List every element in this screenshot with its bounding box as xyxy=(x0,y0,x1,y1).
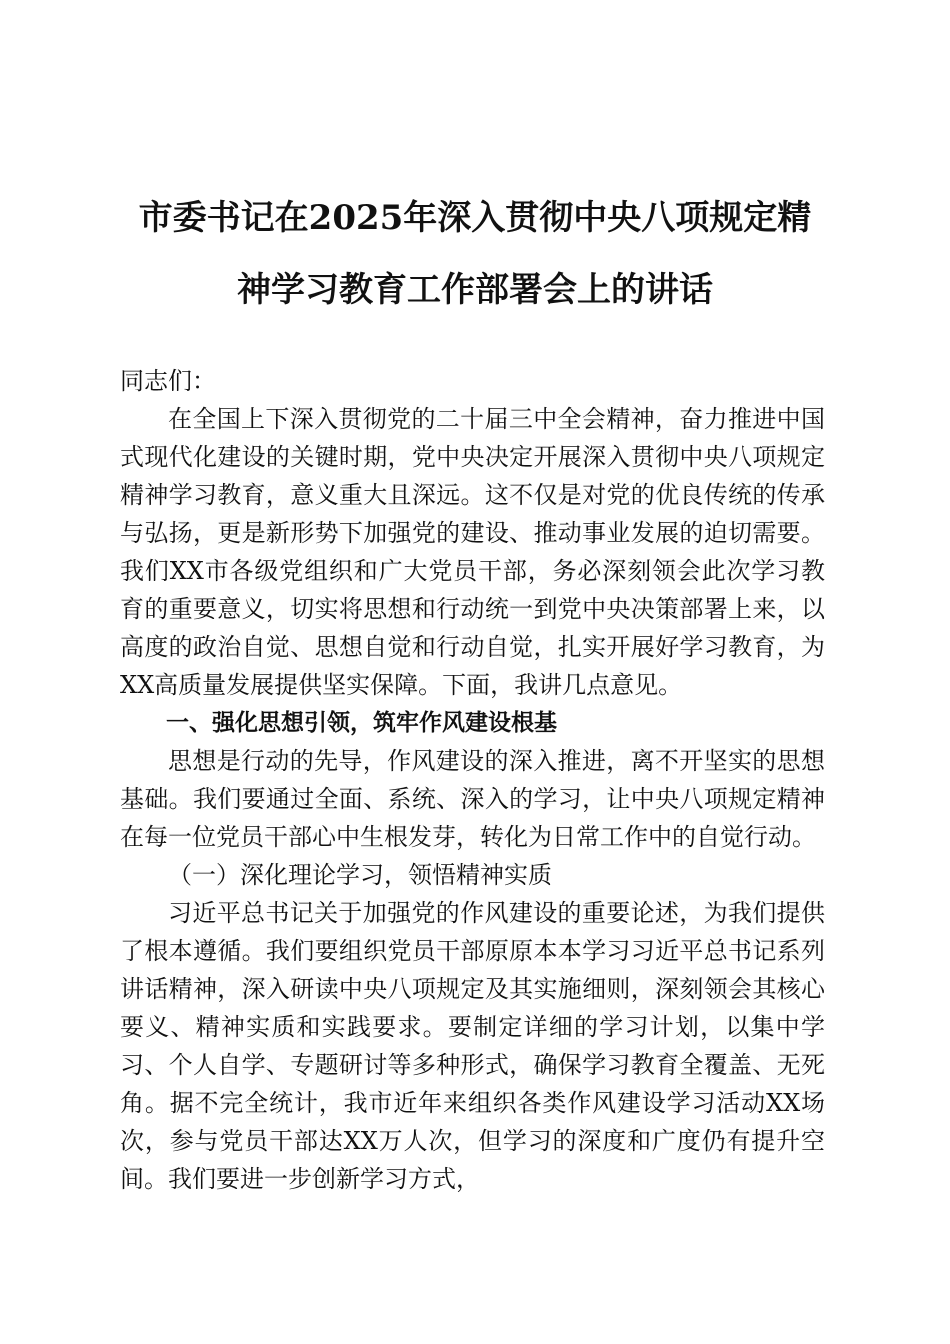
document-title-line-1: 市委书记在2025年深入贯彻中央八项规定精 xyxy=(138,198,812,238)
document-title-line-2: 神学习教育工作部署会上的讲话 xyxy=(237,270,713,310)
section-1-paragraph: 思想是行动的先导，作风建设的深入推进，离不开坚实的思想基础。我们要通过全面、系统、深入的学习，让中央八项规定精神在每一位党员干部心中生根发芽，转化为日常工作中的自觉行动。 xyxy=(120,747,825,851)
subsection-heading-1: （一）深化理论学习，领悟精神实质 xyxy=(168,861,552,889)
intro-paragraph: 在全国上下深入贯彻党的二十届三中全会精神，奋力推进中国式现代化建设的关键时期，党中央决定开展深入贯彻中央八项规定精神学习教育，意义重大且深远。这不仅是对党的优良传统的传承与弘扬，更是新形势下加强党的建设、推动事业发展的迫切需要。我们XX市各级党组织和广大党员干部，务必深刻领会此次学习教育的重要意义，切实将思想和行动统一到党中央决策部署上来，以高度的政治自觉、思想自觉和行动自觉，扎实开展好学习教育，为XX高质量发展提供坚实保障。下面，我讲几点意见。 xyxy=(120,405,825,699)
document-body xyxy=(120,362,825,1198)
section-heading-1: 一、强化思想引领，筑牢作风建设根基 xyxy=(166,710,557,736)
subsection-1-paragraph: 习近平总书记关于加强党的作风建设的重要论述，为我们提供了根本遵循。我们要组织党员干部原原本本学习习近平总书记系列讲话精神，深入研读中央八项规定及其实施细则，深刻领会其核心要义、精神实质和实践要求。要制定详细的学习计划，以集中学习、个人自学、专题研讨等多种形式，确保学习教育全覆盖、无死角。据不完全统计，我市近年来组织各类作风建设学习活动XX场次，参与党员干部达XX万人次，但学习的深度和广度仍有提升空间。我们要进一步创新学习方式， xyxy=(120,899,825,1193)
salutation: 同志们： xyxy=(120,367,216,395)
